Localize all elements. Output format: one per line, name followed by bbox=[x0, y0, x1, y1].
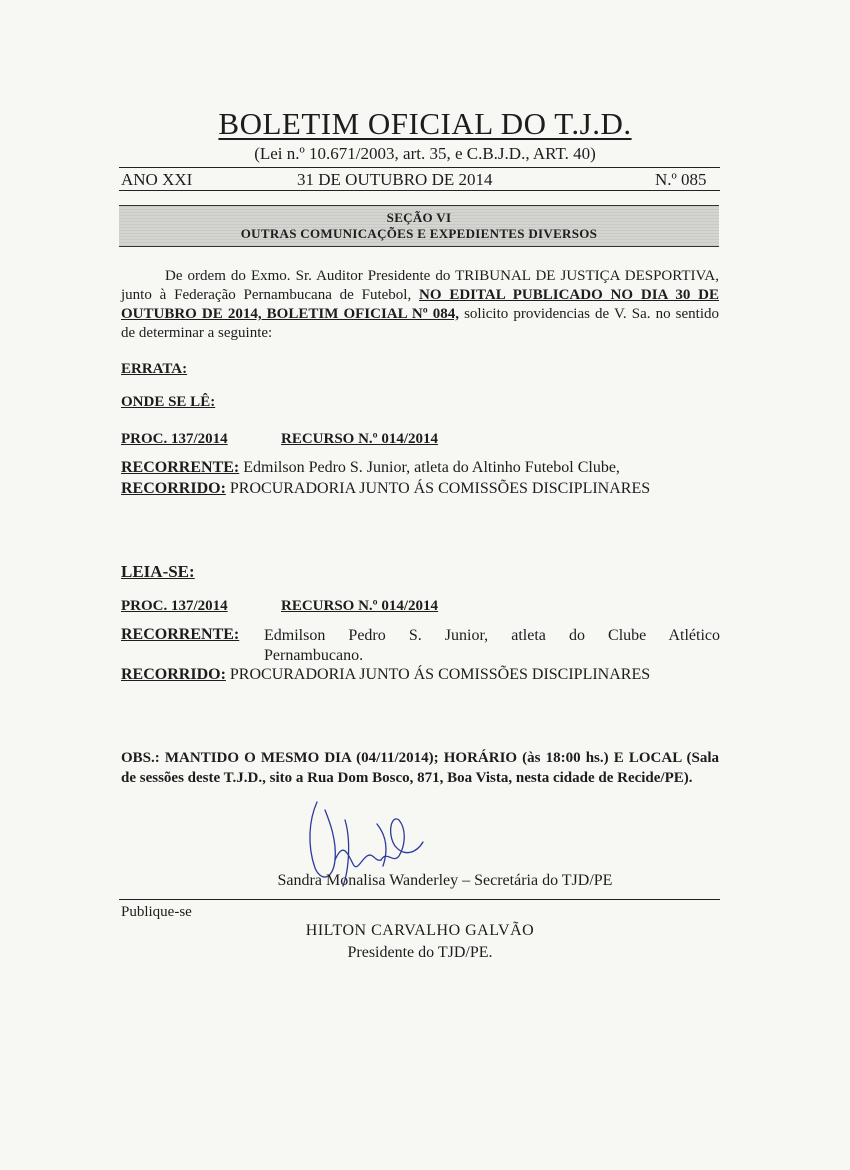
bulletin-number: N.º 085 bbox=[655, 170, 707, 189]
document-title: BOLETIM OFICIAL DO T.J.D. bbox=[218, 106, 632, 141]
section-banner bbox=[119, 205, 719, 247]
section-name: OUTRAS COMUNICAÇÕES E EXPEDIENTES DIVERSOS bbox=[240, 226, 598, 241]
secretary-signature-line: Sandra Monalisa Wanderley – Secretária do TJD/PE bbox=[277, 872, 613, 889]
document-subtitle: (Lei n.º 10.671/2003, art. 35, e C.B.J.D., ART. 40) bbox=[254, 144, 596, 163]
header-top-rule bbox=[119, 167, 720, 168]
leia-recorrente-value: Edmilson Pedro S. Junior, atleta do Clube Atlético Pernambucano. bbox=[264, 627, 720, 664]
onde-proc-number: PROC. 137/2014 bbox=[121, 431, 228, 447]
observation-paragraph: OBS.: MANTIDO O MESMO DIA (04/11/2014); HORÁRIO (às 18:00 hs.) E LOCAL (Sala de sessões deste T.J.D., sito a Rua Dom Bosco, 871, Boa Vista, nesta cidade de Recide/PE). bbox=[121, 750, 719, 786]
leia-se-heading: LEIA-SE: bbox=[121, 562, 195, 581]
section-number: SEÇÃO VI bbox=[386, 210, 452, 225]
president-name: HILTON CARVALHO GALVÃO bbox=[305, 922, 535, 939]
leia-proc-number: PROC. 137/2014 bbox=[121, 598, 228, 614]
intro-emphasis: NO EDITAL PUBLICADO NO DIA 30 DE OUTUBRO DE 2014, BOLETIM OFICIAL Nº 084, bbox=[121, 287, 719, 322]
onde-recurso-number: RECURSO N.º 014/2014 bbox=[281, 431, 439, 447]
onde-se-le-heading: ONDE SE LÊ: bbox=[121, 394, 216, 410]
bulletin-date: 31 DE OUTUBRO DE 2014 bbox=[297, 170, 493, 189]
leia-recorrente-label: RECORRENTE: bbox=[121, 626, 240, 643]
publique-se-label: Publique-se bbox=[121, 904, 192, 920]
signature-divider bbox=[119, 899, 720, 900]
leia-recorrido: RECORRIDO: PROCURADORIA JUNTO ÁS COMISSÕES DISCIPLINARES bbox=[121, 666, 651, 683]
header-bottom-rule bbox=[119, 190, 720, 191]
intro-paragraph: De ordem do Exmo. Sr. Auditor Presidente do TRIBUNAL DE JUSTIÇA DESPORTIVA, junto à Federação Pernambucana de Futebol, NO EDITAL PUBLICADO NO DIA 30 DE OUTUBRO DE 2014, BOLETIM OFICIAL Nº 084, solicito providencias de V. Sa. no sentido de determinar a seguinte: bbox=[121, 268, 720, 341]
onde-recorrente: RECORRENTE: Edmilson Pedro S. Junior, atleta do Altinho Futebol Clube, bbox=[121, 459, 620, 476]
errata-heading: ERRATA: bbox=[121, 361, 188, 377]
onde-recorrido: RECORRIDO: PROCURADORIA JUNTO ÁS COMISSÕES DISCIPLINARES bbox=[121, 480, 651, 497]
bulletin-year: ANO XXI bbox=[121, 170, 193, 189]
president-title: Presidente do TJD/PE. bbox=[347, 944, 493, 961]
leia-recurso-number: RECURSO N.º 014/2014 bbox=[281, 598, 439, 614]
